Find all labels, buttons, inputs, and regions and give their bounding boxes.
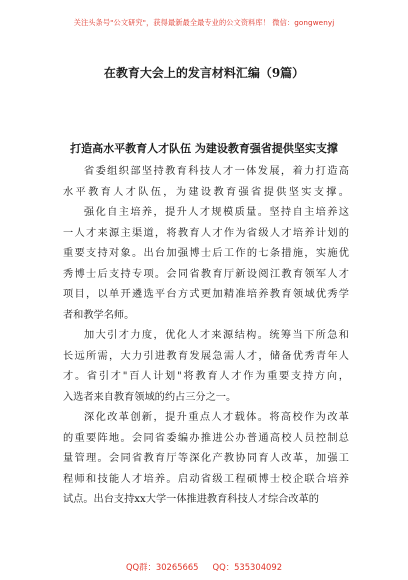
body-line: 者和教学名师。 xyxy=(63,309,135,321)
body-line: 程师和技能人才培养。启动省级工程硕博士校企联合培养 xyxy=(63,473,349,485)
body-line: 重要支持对象。出台加强博士后工作的七条措施，实施优 xyxy=(63,248,349,259)
body-line: 长远所需，大力引进教育发展急需人才，储备优秀青年人 xyxy=(63,350,349,362)
body-line: 水平教育人才队伍，为建设教育强省提供坚实支撑。 xyxy=(63,186,349,198)
body-line: 试点。出台支持xx大学一体推进教育科技人才综合改革的 xyxy=(63,494,319,505)
section-title: 打造高水平教育人才队伍 为建设教育强省提供坚实支撑 xyxy=(70,142,338,155)
body-line: 强化自主培养，提升人才规模质量。坚持自主培养这 xyxy=(84,207,349,218)
body-line: 项目，以单开遴选平台方式更加精准培养教育领域优秀学 xyxy=(63,289,349,300)
body-line: 入选者来自教育领域的约占三分之一。 xyxy=(63,391,237,403)
body-line: 省委组织部坚持教育科技人才一体发展，着力打造高 xyxy=(84,166,349,177)
body-line: 秀博士后支持专项。会同省教育厅新设阅江教育领军人才 xyxy=(63,268,349,280)
body-line: 深化改革创新，提升重点人才载体。将高校作为改革 xyxy=(84,412,349,423)
header-banner: 关注头条号"公文研究"，获得最新最全最专业的公文资料库！ 微信：gongwenyj xyxy=(73,18,335,27)
qq-number-text: QQ：535304092 xyxy=(212,562,283,572)
document-title: 在教育大会上的发言材料汇编（9篇） xyxy=(103,66,305,80)
qq-group-text: QQ群：30265665 xyxy=(125,562,199,572)
body-line: 的重要阵地。会同省委编办推进公办普通高校人员控制总 xyxy=(63,432,349,444)
body-line: 一人才来源主渠道，将教育人才作为省级人才培养计划的 xyxy=(63,227,349,239)
document-body xyxy=(63,162,349,511)
body-line: 量管理。会同省教育厅等深化产教协同育人改革，加强工 xyxy=(63,453,349,464)
body-line: 加大引才力度，优化人才来源结构。统筹当下所急和 xyxy=(84,330,349,341)
body-line: 才。省引才"百人计划"将教育人才作为重要支持方向， xyxy=(63,371,349,382)
footer-contact xyxy=(0,561,408,573)
